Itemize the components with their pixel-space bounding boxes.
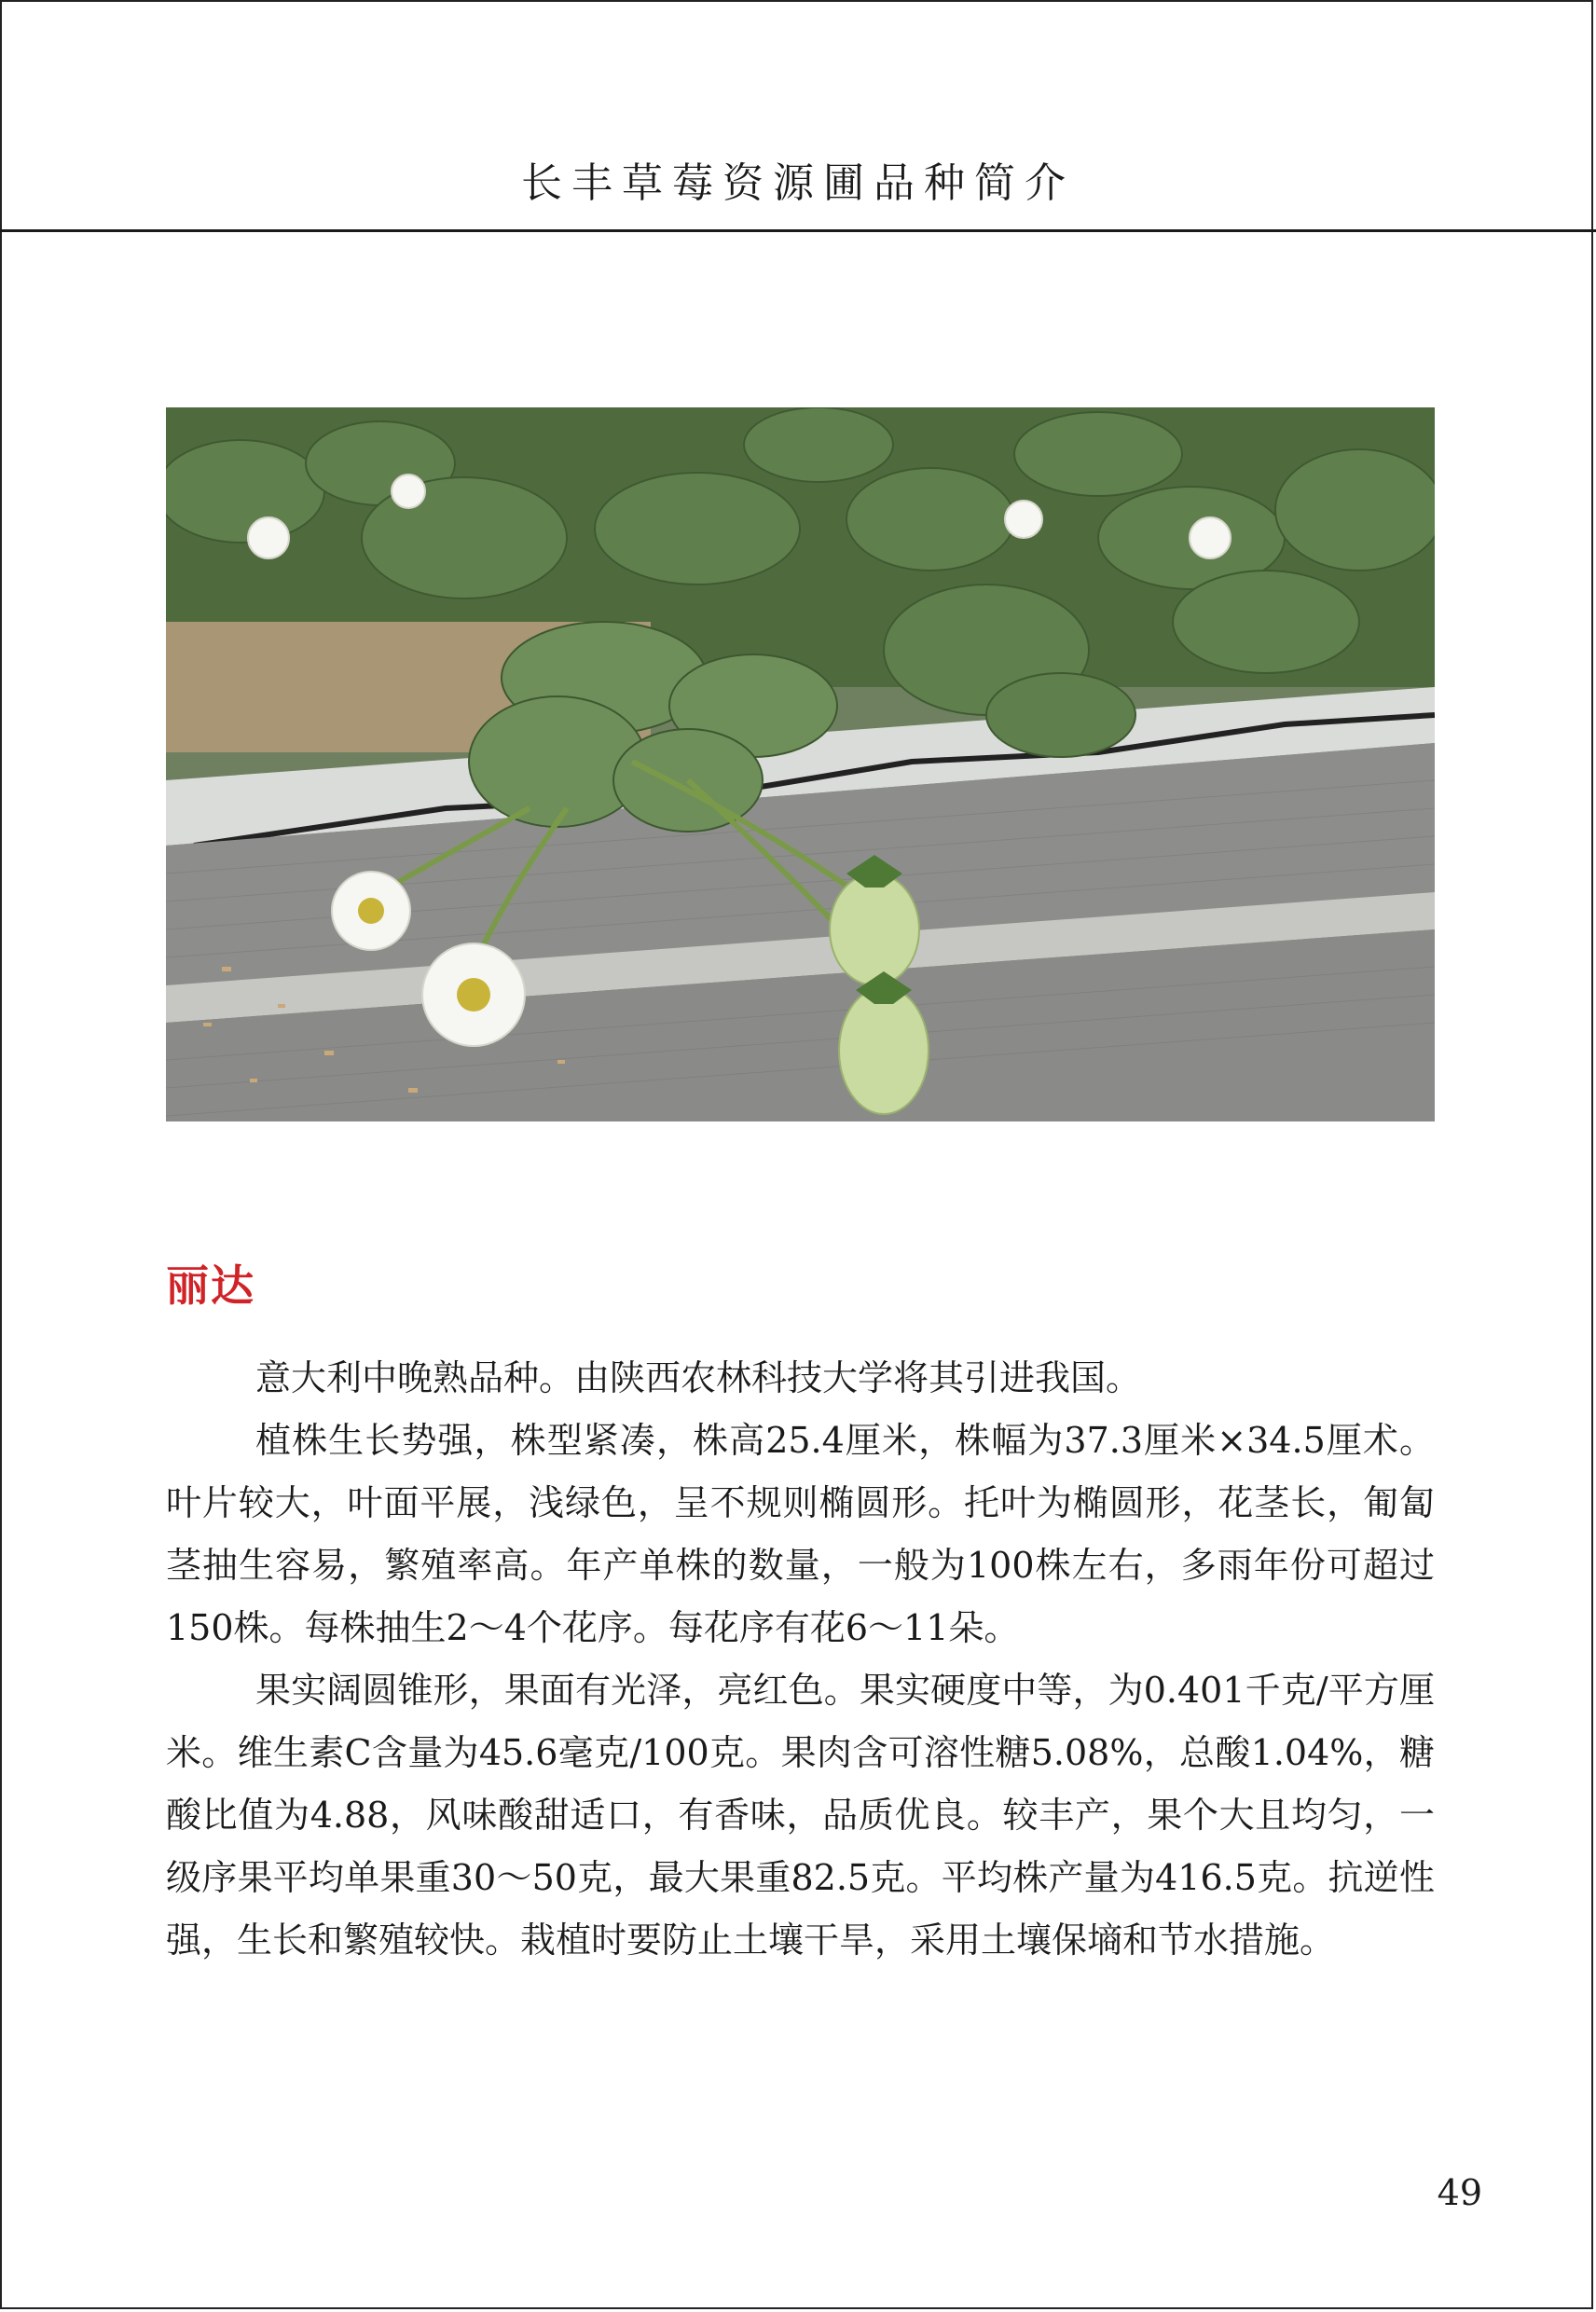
running-header: 长丰草莓资源圃品种简介 (521, 159, 1075, 207)
variety-title: 丽达 (166, 1260, 255, 1311)
variety-description (166, 1347, 1435, 1972)
paragraph-fruit-traits: 果实阔圆锥形，果面有光泽，亮红色。果实硬度中等，为0.401千克/平方厘米。维生素C含量为45.6毫克/100克。果肉含可溶性糖5.08%，总酸1.04%，糖酸比值为4.88，风味酸甜适口，有香味，品质优良。较丰产，果个大且均匀，一级序果平均单果重30～50克，最大果重82.5克。平均株产量为416.5克。抗逆性强，生长和繁殖较快。栽植时要防止土壤干旱，采用土壤保墒和节水措施。 (166, 1670, 1435, 1961)
header-divider (0, 229, 1596, 232)
paragraph-origin: 意大利中晚熟品种。由陕西农林科技大学将其引进我国。 (255, 1357, 1142, 1398)
paragraph-plant-traits: 植株生长势强，株型紧凑，株高25.4厘米，株幅为37.3厘米×34.5厘术。叶片较大，叶面平展，浅绿色，呈不规则椭圆形。托叶为椭圆形，花茎长，匍匐茎抽生容易，繁殖率高。年产单株的数量，一般为100株左右，多雨年份可超过150株。每株抽生2～4个花序。每花序有花6～11朵。 (166, 1420, 1435, 1648)
strawberry-plant-photo (166, 407, 1435, 1122)
page-number: 49 (1437, 2172, 1482, 2213)
